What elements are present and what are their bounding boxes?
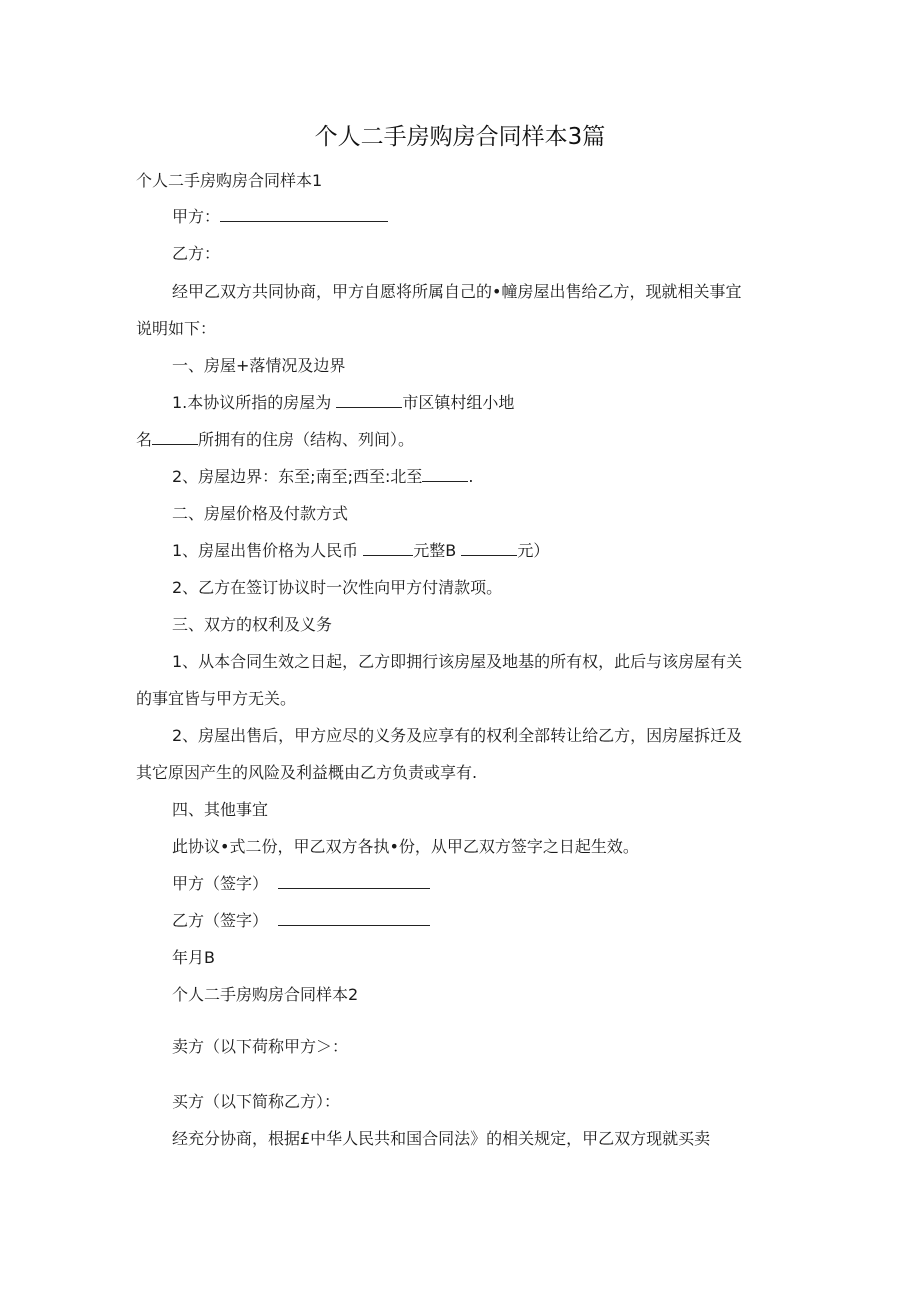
item-2-1-text-a: 1、房屋出售价格为人民币: [172, 541, 364, 560]
party-a-label: 甲方：: [172, 207, 221, 226]
party-a-line: [172, 206, 388, 228]
item-1-1-line-2: [136, 429, 414, 451]
signature-b-line: [172, 910, 430, 932]
item-2-1-blank-b: [461, 540, 517, 556]
section-4-title: 四、其他事宜: [172, 800, 269, 819]
item-2-1-text-b: 元整B: [413, 541, 462, 560]
buyer-line: 买方（以下简称乙方）：: [172, 1092, 341, 1111]
item-3-1-line-2: 的事宜皆与甲方无关。: [136, 689, 297, 708]
signature-b-label: 乙方（签字）: [172, 911, 269, 930]
party-a-blank: [220, 206, 388, 222]
item-1-2-blank: [422, 466, 468, 482]
seller-line: 卖方（以下荷称甲方＞：: [172, 1037, 349, 1056]
sample1-heading: 个人二手房购房合同样本1: [136, 171, 323, 190]
intro-line-1: 经甲乙双方共同协商，甲方自愿将所属自己的•幢房屋出售给乙方，现就相关事宜: [172, 282, 742, 301]
date-line: 年月B: [172, 948, 215, 967]
item-1-2-line: [172, 466, 473, 488]
item-1-1-text-b: 市区镇村组小地: [402, 393, 515, 412]
document-title: 个人二手房购房合同样本3篇: [314, 124, 606, 150]
party-b-label: 乙方：: [172, 244, 221, 263]
signature-b-blank: [278, 910, 430, 926]
signature-a-label: 甲方（签字）: [172, 874, 269, 893]
item-1-1-line: [172, 392, 514, 414]
item-1-1-blank-b: [152, 429, 198, 445]
section-1-title: 一、房屋+落情况及边界: [172, 356, 346, 375]
sample2-heading: 个人二手房购房合同样本2: [172, 985, 359, 1004]
signature-a-blank: [278, 873, 430, 889]
sample2-intro: 经充分协商，根据£中华人民共和国合同法》的相关规定，甲乙双方现就买卖: [172, 1129, 711, 1148]
item-2-2: 2、乙方在签订协议时一次性向甲方付清款项。: [172, 578, 503, 597]
item-3-2-line-2: 其它原因产生的风险及利益概由乙方负责或享有.: [136, 763, 478, 782]
item-2-1-text-c: 元）: [517, 541, 550, 560]
item-2-1-blank-a: [363, 540, 413, 556]
item-1-2-text-b: .: [468, 467, 474, 486]
item-1-2-text-a: 2、房屋边界：东至;南至;西至:北至: [172, 467, 423, 486]
signature-a-line: [172, 873, 430, 895]
item-1-1-text-a: 1.本协议所指的房屋为: [172, 393, 337, 412]
section-2-title: 二、房屋价格及付款方式: [172, 504, 349, 523]
item-4-1: 此协议•式二份，甲乙双方各执•份，从甲乙双方签字之日起生效。: [172, 837, 639, 856]
item-1-1-text-c: 名: [136, 430, 153, 449]
item-1-1-blank-a: [336, 392, 402, 408]
item-3-1-line-1: 1、从本合同生效之日起，乙方即拥行该房屋及地基的所有权，此后与该房屋有关: [172, 652, 743, 671]
item-1-1-text-d: 所拥有的住房（结构、列间）。: [198, 430, 415, 449]
item-3-2-line-1: 2、房屋出售后，甲方应尽的义务及应享有的权利全部转让给乙方，因房屋拆迁及: [172, 726, 743, 745]
intro-line-2: 说明如下：: [136, 319, 217, 338]
item-2-1-line: [172, 540, 549, 562]
section-3-title: 三、双方的权利及义务: [172, 615, 333, 634]
